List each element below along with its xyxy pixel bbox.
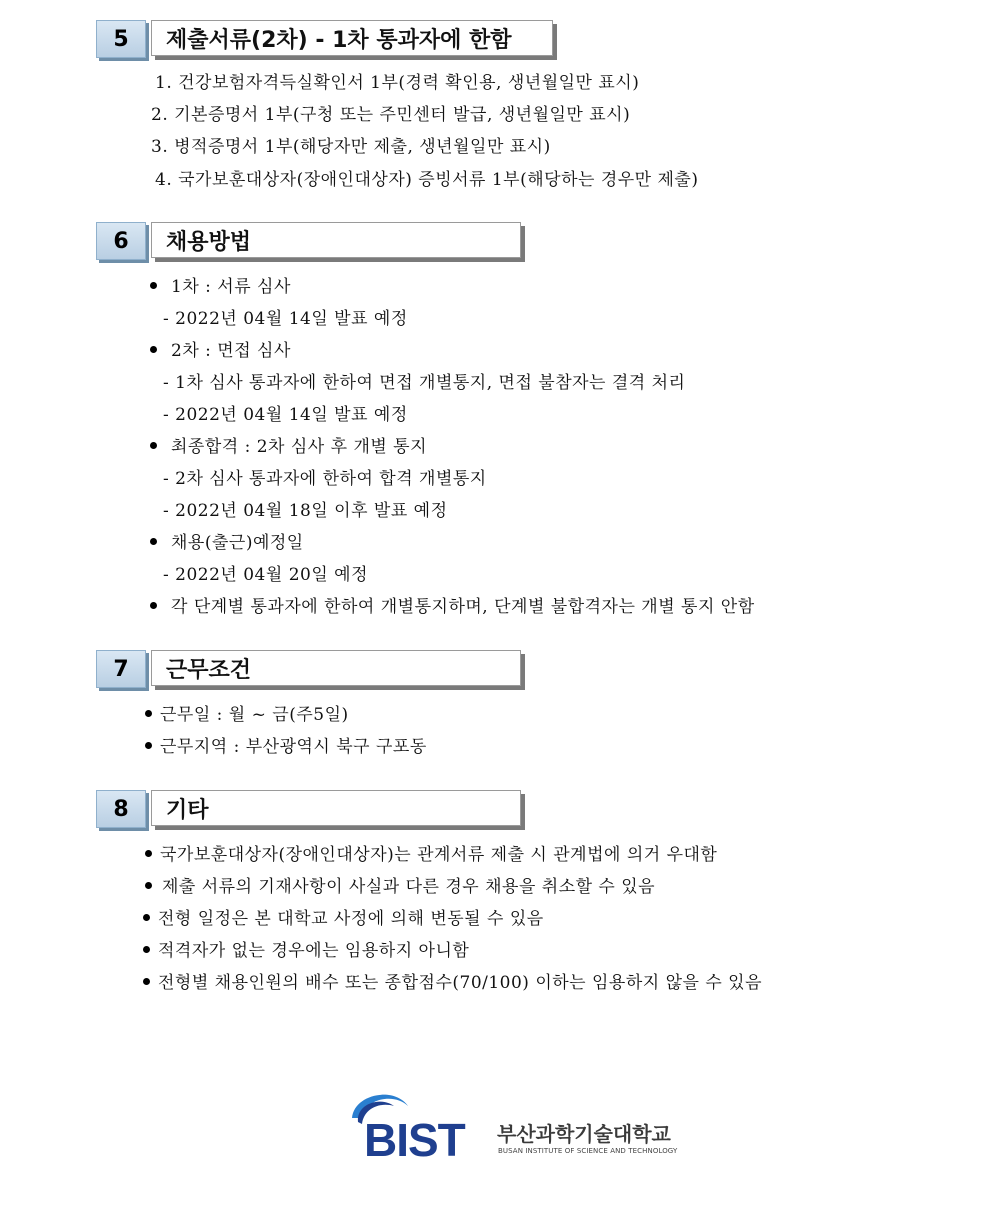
- bullet-icon: [150, 538, 157, 545]
- bullet-icon: [145, 710, 152, 717]
- bullet-icon: [143, 946, 150, 953]
- section-title: 제출서류(2차) - 1차 통과자에 한함: [151, 20, 553, 56]
- list-item: 1. 건강보험자격득실확인서 1부(경력 확인용, 생년월일만 표시): [155, 73, 640, 93]
- list-item: [150, 336, 291, 361]
- bullet-icon: [150, 282, 157, 289]
- bullet-icon: [145, 850, 152, 857]
- list-item-text: 근무일 : 월 ~ 금(주5일): [160, 705, 349, 725]
- section-title: 근무조건: [151, 650, 521, 686]
- list-item: [145, 732, 427, 757]
- bullet-icon: [150, 442, 157, 449]
- list-item-text: 전형별 채용인원의 배수 또는 종합점수(70/100) 이하는 임용하지 않을 수 있음: [158, 973, 763, 993]
- list-item-text: 전형 일정은 본 대학교 사정에 의해 변동될 수 있음: [158, 909, 544, 929]
- list-item-text: 적격자가 없는 경우에는 임용하지 아니함: [158, 941, 470, 961]
- list-item-text: 각 단계별 통과자에 한하여 개별통지하며, 단계별 불합격자는 개별 통지 안함: [171, 597, 755, 617]
- bullet-icon: [145, 882, 152, 889]
- list-item-text: 채용(출근)예정일: [171, 533, 304, 553]
- list-item-text: 제출 서류의 기재사항이 사실과 다른 경우 채용을 취소할 수 있음: [162, 877, 656, 897]
- list-item: - 1차 심사 통과자에 한하여 면접 개별통지, 면접 불참자는 결격 처리: [163, 373, 686, 393]
- list-item-text: 국가보훈대상자(장애인대상자)는 관계서류 제출 시 관계법에 의거 우대함: [160, 845, 718, 865]
- list-item: 4. 국가보훈대상자(장애인대상자) 증빙서류 1부(해당하는 경우만 제출): [155, 170, 699, 190]
- bullet-icon: [150, 602, 157, 609]
- logo-mark-text: BIST: [364, 1114, 465, 1158]
- list-item-text: 1차 : 서류 심사: [171, 277, 291, 297]
- bullet-icon: [145, 742, 152, 749]
- bullet-icon: [150, 346, 157, 353]
- section-number: 6: [96, 222, 146, 260]
- list-item: [150, 592, 755, 617]
- list-item: - 2022년 04월 20일 예정: [163, 565, 368, 585]
- section-number: 7: [96, 650, 146, 688]
- list-item: [150, 272, 291, 297]
- list-item-text: 2차 : 면접 심사: [171, 341, 291, 361]
- list-item-text: 최종합격 : 2차 심사 후 개별 통지: [171, 437, 428, 457]
- bullet-icon: [143, 978, 150, 985]
- list-item: - 2022년 04월 18일 이후 발표 예정: [163, 501, 448, 521]
- list-item: [150, 432, 427, 457]
- list-item: - 2022년 04월 14일 발표 예정: [163, 405, 408, 425]
- list-item: [145, 840, 717, 865]
- list-item-text: 근무지역 : 부산광역시 북구 구포동: [160, 737, 427, 757]
- section-number: 8: [96, 790, 146, 828]
- section-title: 기타: [151, 790, 521, 826]
- list-item: 2. 기본증명서 1부(구청 또는 주민센터 발급, 생년월일만 표시): [151, 105, 631, 125]
- list-item: - 2022년 04월 14일 발표 예정: [163, 309, 408, 329]
- list-item: 3. 병적증명서 1부(해당자만 제출, 생년월일만 표시): [151, 137, 551, 157]
- list-item: - 2차 심사 통과자에 한하여 합격 개별통지: [163, 469, 487, 489]
- list-item: [150, 528, 304, 553]
- section-title: 채용방법: [151, 222, 521, 258]
- logo-english-name: BUSAN INSTITUTE OF SCIENCE AND TECHNOLOGY: [498, 1147, 678, 1155]
- list-item: [145, 700, 349, 725]
- list-item: [145, 872, 655, 897]
- logo-korean-name: 부산과학기술대학교: [497, 1122, 671, 1146]
- list-item: [143, 968, 762, 993]
- bullet-icon: [143, 914, 150, 921]
- list-item: [143, 904, 544, 929]
- section-number: 5: [96, 20, 146, 58]
- list-item: [143, 936, 469, 961]
